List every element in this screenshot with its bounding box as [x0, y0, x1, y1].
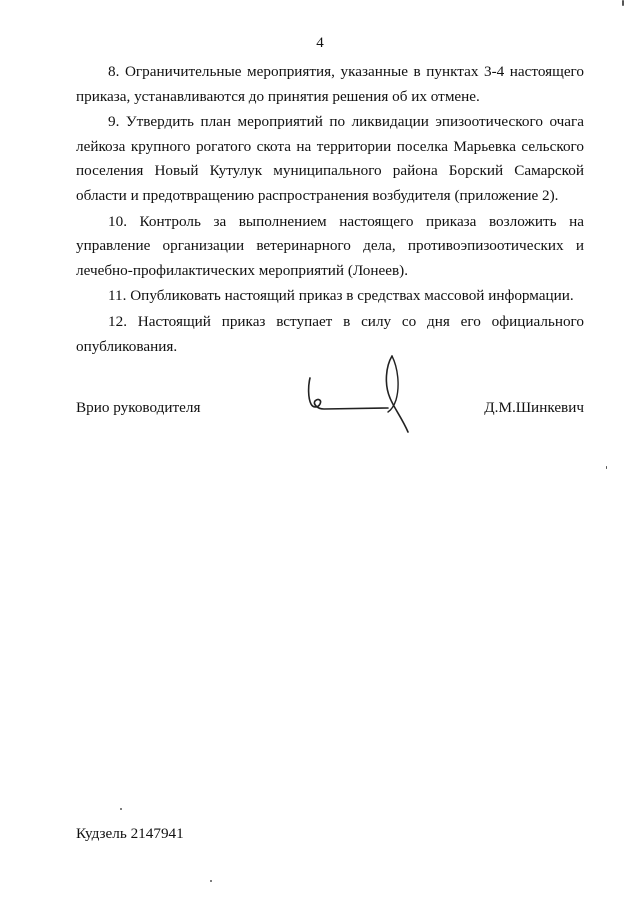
scan-speck — [210, 880, 212, 882]
paragraph-12: 12. Настоящий приказ вступает в силу со дня его официального опубликования. — [76, 312, 584, 355]
scan-speck — [622, 0, 624, 6]
scan-speck — [606, 466, 607, 469]
paragraph-8: 8. Ограничительные мероприятия, указанные в пунктах 3-4 настоящего приказа, устанавливаются до принятия решения об их отмене. — [76, 63, 584, 105]
paragraph-9: 9. Утвердить план мероприятий по ликвидации эпизоотического очага лейкоза крупного рогатого скота на территории поселка Марьевка сельского поселения Новый Кутулук муниципального района Борский Самарской области и предотвращению распространения возбудителя (приложение 2). — [76, 113, 584, 204]
signatory-title: Врио руководителя — [76, 399, 201, 416]
executor-note: Кудзель 2147941 — [76, 825, 184, 842]
paragraph-10: 10. Контроль за выполнением настоящего приказа возложить на управление организации ветеринарного дела, противоэпизоотических и лечебно-профилактических мероприятий (Лонеев). — [76, 212, 584, 279]
signatory-name: Д.М.Шинкевич — [484, 399, 584, 416]
paragraph-11: 11. Опубликовать настоящий приказ в средствах массовой информации. — [108, 287, 574, 305]
page-number: 4 — [316, 35, 324, 51]
scan-speck — [120, 808, 122, 810]
document-body — [76, 60, 584, 360]
handwritten-signature — [302, 352, 414, 436]
